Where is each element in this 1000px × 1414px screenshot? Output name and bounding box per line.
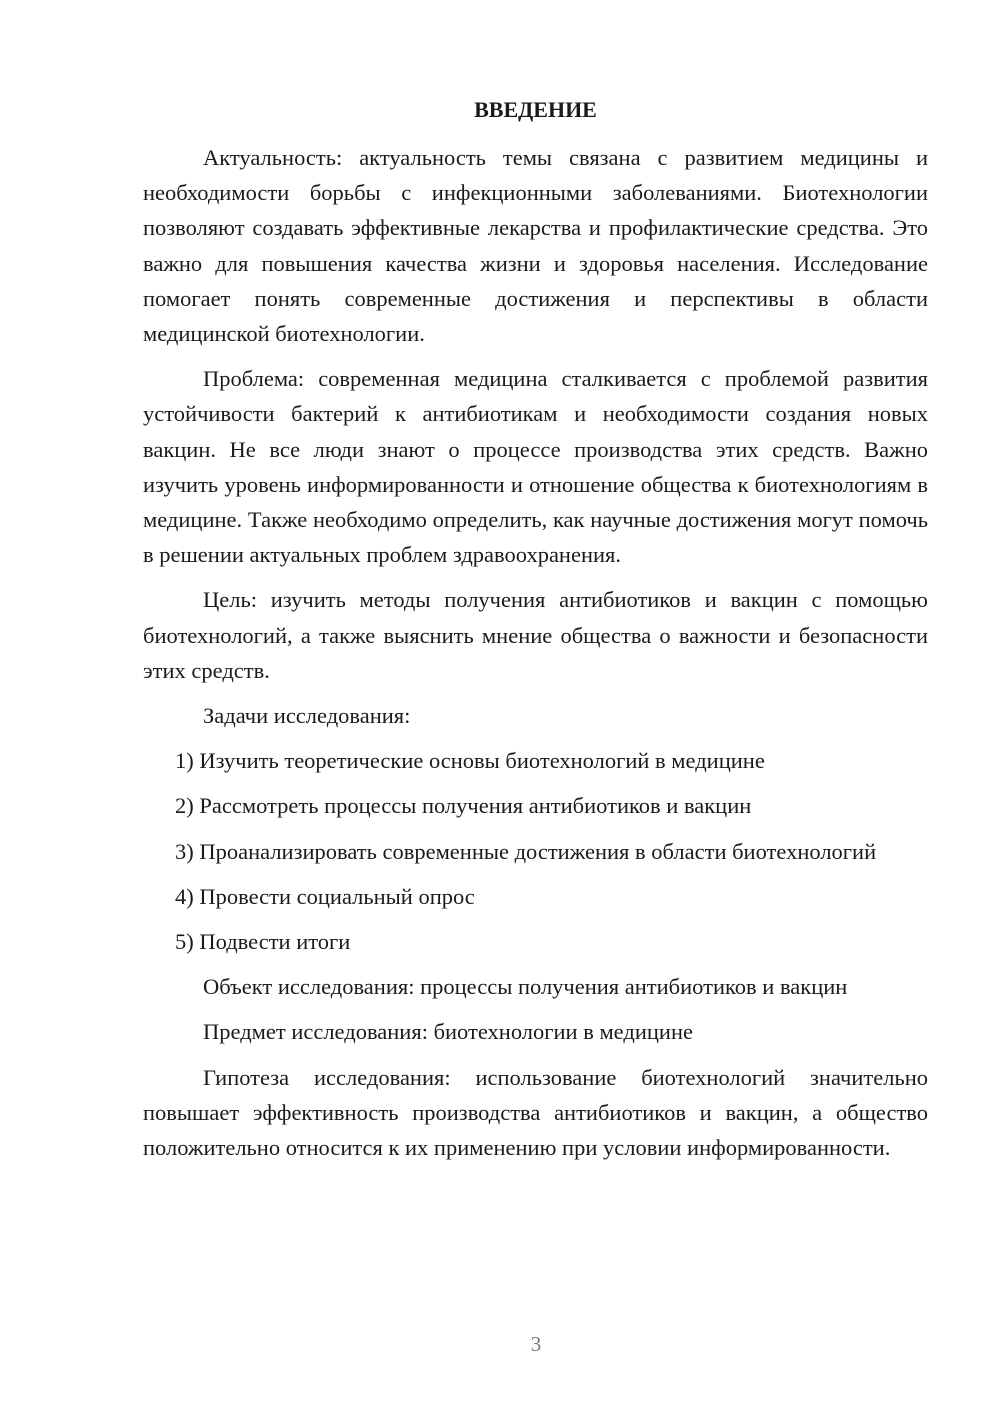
goal-paragraph: Цель: изучить методы получения антибиотиков и вакцин с помощью биотехнологий, а также выяснить мнение общества о важности и безопасности этих средств. [143, 587, 928, 683]
hypothesis-paragraph: Гипотеза исследования: использование биотехнологий значительно повышает эффективность производства антибиотиков и вакцин, а общество положительно относится к их применению при условии информированности. [143, 1064, 928, 1161]
task-item: 1) Изучить теоретические основы биотехнологий в медицине [175, 748, 765, 774]
object-line: Объект исследования: процессы получения антибиотиков и вакцин [203, 974, 848, 1000]
task-item: 4) Провести социальный опрос [175, 883, 475, 909]
document-page [143, 92, 928, 1175]
page-number: 3 [530, 1332, 542, 1356]
task-item: 5) Подвести итоги [175, 929, 351, 955]
relevance-paragraph: Актуальность: актуальность темы связана с развитием медицины и необходимости борьбы с инфекционными заболеваниями. Биотехнологии позволяют создавать эффективные лекарства и профилактические средства. Это важно для повышения качества жизни и здоровья населения. Исследование помогает понять современные достижения и перспективы в области медицинской биотехнологии. [143, 145, 928, 347]
task-item: 3) Проанализировать современные достижения в области биотехнологий [175, 838, 877, 864]
task-item: 2) Рассмотреть процессы получения антибиотиков и вакцин [175, 793, 752, 819]
problem-paragraph: Проблема: современная медицина сталкивается с проблемой развития устойчивости бактерий к антибиотикам и необходимости создания новых вакцин. Не все люди знают о процессе производства этих средств. Важно изучить уровень информированности и отношение общества к биотехнологиям в медицине. Также необходимо определить, как научные достижения могут помочь в решении актуальных проблем здравоохранения. [143, 366, 928, 568]
tasks-heading: Задачи исследования: [203, 703, 411, 729]
subject-line: Предмет исследования: биотехнологии в медицине [203, 1019, 693, 1045]
tasks-list [143, 743, 928, 959]
section-title: ВВЕДЕНИЕ [474, 97, 597, 122]
